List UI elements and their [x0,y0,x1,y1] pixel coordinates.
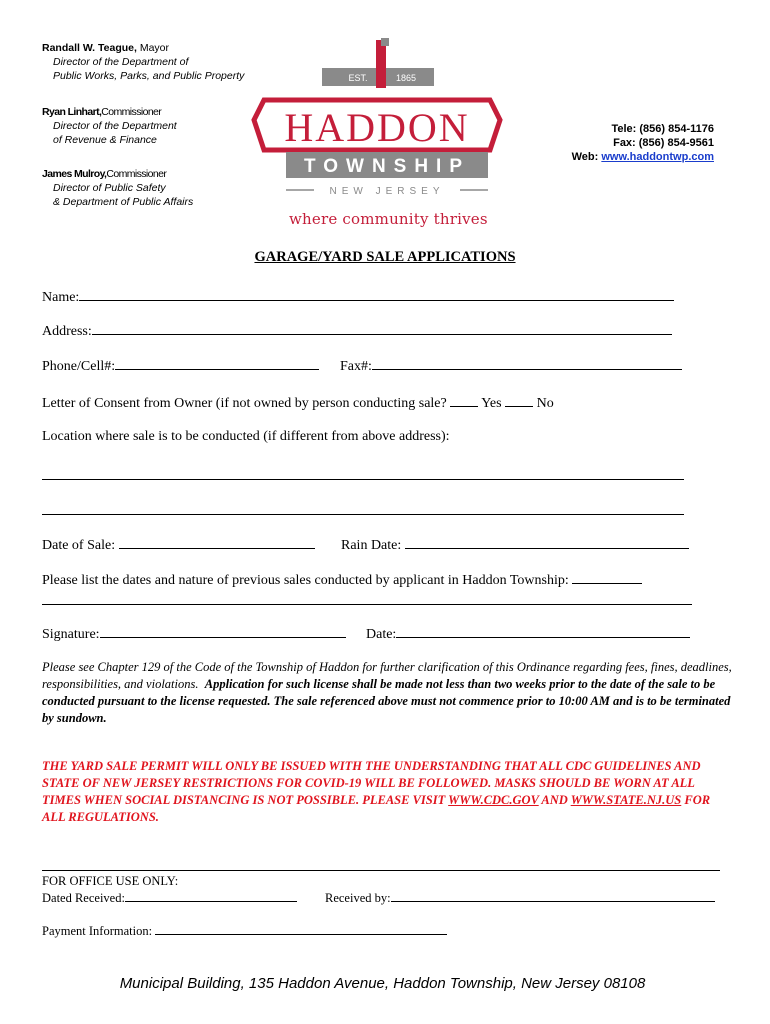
contact-fax: Fax: (856) 854-9561 [613,137,714,149]
consent-yes-field[interactable] [450,394,478,407]
payment-label: Payment Information: [42,924,153,938]
received-by-field[interactable] [391,890,715,902]
payment-field[interactable] [155,923,447,935]
location-label: Location where sale is to be conducted (if different from above address): [42,429,450,444]
received-by-row [325,890,715,907]
logo-haddon: HADDON [284,105,470,150]
name-field[interactable] [79,288,674,301]
location-line-2[interactable] [42,514,684,515]
haddon-township-logo [250,38,505,233]
signature-date-label: Date: [366,627,397,642]
notice-bold: Application for such license shall be made not less than two weeks prior to the date of the sale to be conducted pursuant to the license requested. The sale referenced above must not commence prior to 10:00 AM and is to be terminated by sundown. [42,677,731,725]
date-of-sale-row [42,536,315,554]
logo-new-jersey: NEW JERSEY [329,186,445,197]
fax-row [340,357,682,375]
consent-label: Letter of Consent from Owner (if not owned by person conducting sale? [42,396,447,411]
payment-row [42,923,447,940]
dated-received-field[interactable] [125,890,297,902]
consent-yes-label: Yes [481,396,502,411]
official-commissioner-safety [42,167,193,209]
name-row [42,288,674,306]
official-name: Randall W. Teague, [42,42,137,54]
notice-italic: Please see Chapter 129 of the Code of the Township of Haddon for further clarification of this Ordinance regarding fees, fines, deadlines, responsibilities, and violations. [42,660,732,691]
date-of-sale-label: Date of Sale: [42,538,116,553]
cdc-link[interactable]: WWW.CDC.GOV [448,793,539,807]
contact-block [572,122,714,164]
address-label: Address: [42,324,92,339]
address-row [42,322,672,340]
fax-label: Fax#: [340,359,372,374]
official-role: Commissioner [106,168,167,180]
dated-received-label: Dated Received: [42,891,125,905]
footer-address: Municipal Building, 135 Haddon Avenue, Haddon Township, New Jersey 08108 [119,975,646,992]
received-by-label: Received by: [325,891,391,905]
phone-label: Phone/Cell#: [42,359,116,374]
consent-row [42,394,554,412]
ordinance-notice [42,659,732,727]
official-title-line: Director of the Department [53,120,177,132]
dated-received-row [42,890,297,907]
consent-no-label: No [536,396,554,411]
rain-date-field[interactable] [405,536,689,549]
warning-and: AND [541,793,568,807]
official-mayor [42,41,244,83]
contact-web-link[interactable]: www.haddontwp.com [601,151,714,163]
phone-row [42,357,319,375]
logo-tower-top [381,38,389,46]
official-role: Mayor [139,42,170,54]
logo-year-text: 1865 [395,73,417,83]
signature-date-field[interactable] [396,625,690,638]
page-title: GARAGE/YARD SALE APPLICATIONS [254,249,516,265]
rain-date-row [341,536,689,554]
official-title-line: Public Works, Parks, and Public Property [53,70,245,82]
warning-text: THE YARD SALE PERMIT WILL ONLY BE ISSUED WITH THE UNDERSTANDING THAT ALL CDC GUIDELINES AND STATE OF NEW JERSEY RESTRICTIONS FOR COVID-19 WILL BE FOLLOWED. MASKS SHOULD BE WORN AT ALL TIMES WHEN SOCIAL DISTANCING IS NOT POSSIBLE. PLEASE VISIT [42,759,701,807]
office-heading: FOR OFFICE USE ONLY: [42,874,179,888]
covid-warning [42,758,732,826]
official-role: Commissioner [101,106,162,118]
logo-est-text: EST. [348,73,368,83]
official-title-line: Director of Public Safety [53,182,166,194]
official-title-line: of Revenue & Finance [53,134,157,146]
previous-sales-field[interactable] [572,571,642,584]
contact-tele: Tele: (856) 854-1176 [611,123,714,135]
phone-field[interactable] [115,357,319,370]
previous-sales-label: Please list the dates and nature of previous sales conducted by applicant in Haddon Township: [42,573,569,588]
signature-field[interactable] [100,625,346,638]
rain-date-label: Rain Date: [341,538,402,553]
signature-row [42,625,346,643]
nj-link[interactable]: WWW.STATE.NJ.US [570,793,682,807]
official-title-line: & Department of Public Affairs [53,196,194,208]
official-name: Ryan Linhart, [42,106,102,118]
logo-township: TOWNSHIP [303,156,471,177]
logo-tower [376,40,386,88]
location-line-1[interactable] [42,479,684,480]
official-name: James Mulroy, [42,168,107,180]
previous-sales-line[interactable] [42,604,692,605]
address-field[interactable] [92,322,672,335]
consent-no-field[interactable] [505,394,533,407]
signature-label: Signature: [42,627,100,642]
signature-date-row [366,625,690,643]
logo-tagline: where community thrives [289,210,488,228]
office-divider [42,870,720,871]
fax-field[interactable] [372,357,682,370]
previous-sales-row [42,571,642,589]
contact-web-label: Web: [571,151,599,163]
official-title-line: Director of the Department of [53,56,189,68]
date-of-sale-field[interactable] [119,536,315,549]
name-label: Name: [42,290,80,305]
warning-tail: FOR ALL REGULATIONS. [42,793,711,824]
official-commissioner-revenue [42,105,177,147]
